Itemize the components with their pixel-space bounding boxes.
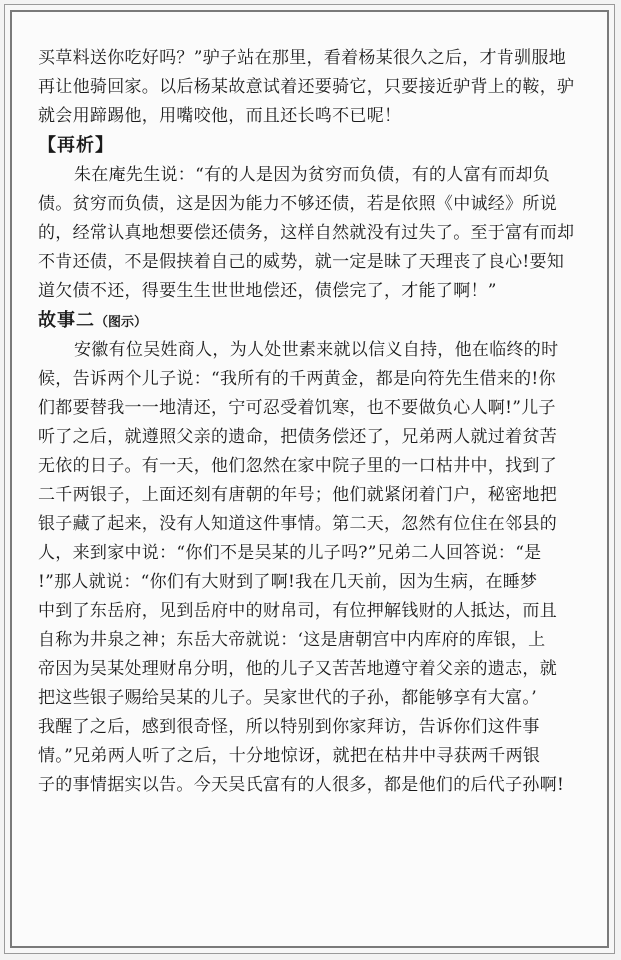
document-body — [38, 44, 592, 800]
paragraph-line: !”那人就说：“你们有大财到了啊!我在几天前，因为生病，在睡梦 — [38, 572, 538, 592]
paragraph-line: 中到了东岳府，见到岳府中的财帛司，有位押解钱财的人抵达，而且 — [38, 601, 557, 621]
paragraph-line: 朱在庵先生说：“有的人是因为贫穷而负债，有的人富有而却负 — [74, 165, 551, 185]
section-heading-story-two — [38, 306, 592, 336]
paragraph-line: 债。贫穷而负债，这是因为能力不够还债，若是依照《中诚经》所说 — [38, 194, 557, 214]
intro-line: 就会用蹄踢他，用嘴咬他，而且还长鸣不已呢！ — [38, 106, 402, 126]
paragraph-line: 候，告诉两个儿子说：“我所有的千两黄金，都是向符先生借来的!你 — [38, 369, 556, 389]
paragraph-line: 子的事情据实以告。今天吴氏富有的人很多，都是他们的后代子孙啊! — [38, 775, 565, 795]
paragraph-line: 把这些银子赐给吴某的儿子。吴家世代的子孙，都能够享有大富。’ — [38, 688, 537, 708]
paragraph-line: 情。”兄弟两人听了之后，十分地惊讶，就把在枯井中寻获两千两银 — [38, 746, 541, 766]
paragraph-line: 的，经常认真地想要偿还债务，这样自然就没有过失了。至于富有而却 — [38, 223, 575, 243]
paragraph-line: 银子藏了起来，没有人知道这件事情。第二天，忽然有位住在邻县的 — [38, 514, 557, 534]
paragraph-line: 们都要替我一一地清还，宁可忍受着饥寒，也不要做负心人啊!”儿子 — [38, 398, 556, 418]
paragraph-line: 二千两银子，上面还刻有唐朝的年号；他们就紧闭着门户，秘密地把 — [38, 485, 557, 505]
paragraph-line: 自称为井泉之神；东岳大帝就说：‘这是唐朝宫中内库府的库银，上 — [38, 630, 546, 650]
paragraph-line: 我醒了之后，感到很奇怪，所以特别到你家拜访，告诉你们这件事 — [38, 717, 540, 737]
story-two-note: （图示） — [95, 315, 148, 330]
paragraph-line: 安徽有位吴姓商人，为人处世素来就以信义自持，他在临终的时 — [74, 340, 559, 360]
intro-line: 再让他骑回家。以后杨某故意试着还要骑它，只要接近驴背上的鞍，驴 — [38, 77, 575, 97]
paragraph-line: 听了之后，就遵照父亲的遗命，把债务偿还了，兄弟两人就过着贫苦 — [38, 427, 557, 447]
paragraph-line: 不肯还债，不是假挟着自己的威势，就一定是昧了天理丧了良心!要知 — [38, 252, 565, 272]
paragraph-line: 道欠债不还，得要生生世世地偿还，债偿完了，才能了啊！” — [38, 281, 497, 301]
paragraph-line: 人，来到家中说：“你们不是吴某的儿子吗?”兄弟二人回答说：“是 — [38, 543, 542, 563]
paragraph-line: 帝因为吴某处理财帛分明，他的儿子又苦苦地遵守着父亲的遗志，就 — [38, 659, 557, 679]
paragraph-line: 无依的日子。有一天，他们忽然在家中院子里的一口枯井中，找到了 — [38, 456, 557, 476]
intro-line: 买草料送你吃好吗？”驴子站在那里，看着杨某很久之后，才肯驯服地 — [38, 48, 566, 68]
story-two-title: 故事二 — [38, 310, 95, 331]
section-heading-reanalysis: 【再析】 — [38, 135, 114, 156]
